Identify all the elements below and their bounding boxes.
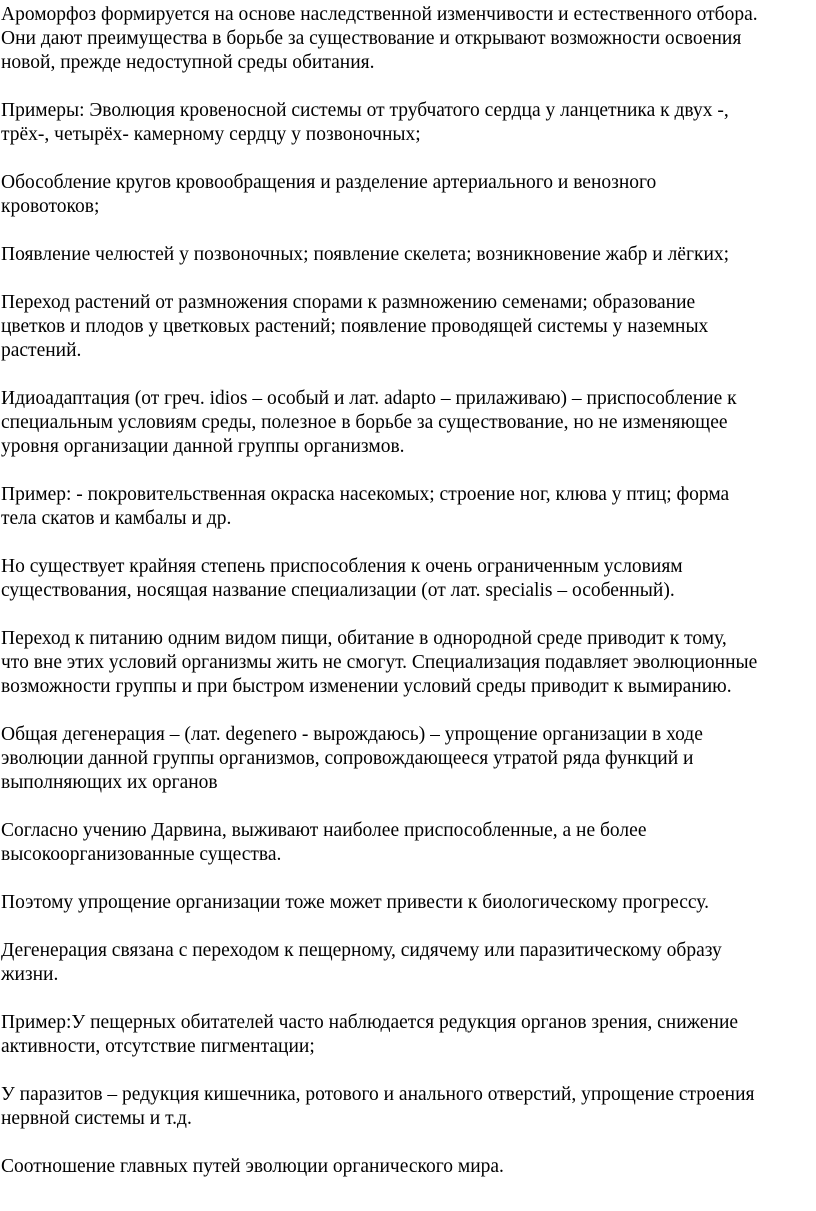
text-line: Пример:У пещерных обитателей часто наблюдается редукция органов зрения, снижение: [1, 1012, 739, 1033]
text-line: активности, отсутствие пигментации;: [1, 1036, 315, 1057]
document-body: [1, 3, 816, 1179]
text-line: нервной системы и т.д.: [1, 1108, 192, 1129]
text-line: Переход к питанию одним видом пищи, обитание в однородной среде приводит к тому,: [1, 628, 727, 649]
paragraph: [1, 627, 816, 699]
paragraph: [1, 555, 816, 603]
paragraph: [1, 819, 816, 867]
text-line: уровня организации данной группы организмов.: [1, 436, 405, 457]
text-line: что вне этих условий организмы жить не смогут. Специализация подавляет эволюционные: [1, 652, 758, 673]
paragraph: [1, 243, 816, 267]
paragraph: [1, 1011, 816, 1059]
paragraph: [1, 1083, 816, 1131]
text-line: Поэтому упрощение организации тоже может привести к биологическому прогрессу.: [1, 892, 709, 913]
paragraph: [1, 723, 816, 795]
text-line: новой, прежде недоступной среды обитания.: [1, 52, 375, 73]
text-line: Согласно учению Дарвина, выживают наиболее приспособленные, а не более: [1, 820, 647, 841]
text-line: Соотношение главных путей эволюции органического мира.: [1, 1156, 504, 1177]
text-line: кровотоков;: [1, 196, 100, 217]
paragraph: [1, 291, 816, 363]
paragraph: [1, 99, 816, 147]
text-line: жизни.: [1, 964, 59, 985]
text-line: Появление челюстей у позвоночных; появление скелета; возникновение жабр и лёгких;: [1, 244, 730, 265]
text-line: специальным условиям среды, полезное в борьбе за существование, но не изменяющее: [1, 412, 728, 433]
text-line: возможности группы и при быстром изменении условий среды приводит к вымиранию.: [1, 676, 732, 697]
paragraph: [1, 171, 816, 219]
paragraph: [1, 1155, 816, 1179]
text-line: Ароморфоз формируется на основе наследственной изменчивости и естественного отбора.: [1, 4, 758, 25]
text-line: Пример: - покровительственная окраска насекомых; строение ног, клюва у птиц; форма: [1, 484, 730, 505]
text-line: Примеры: Эволюция кровеносной системы от трубчатого сердца у ланцетника к двух -,: [1, 100, 729, 121]
text-line: выполняющих их органов: [1, 772, 218, 793]
text-line: Они дают преимущества в борьбе за существование и открывают возможности освоения: [1, 28, 742, 49]
text-line: цветков и плодов у цветковых растений; появление проводящей системы у наземных: [1, 316, 709, 337]
paragraph: [1, 891, 816, 915]
text-line: Обособление кругов кровообращения и разделение артериального и венозного: [1, 172, 657, 193]
text-line: трёх-, четырёх- камерному сердцу у позвоночных;: [1, 124, 421, 145]
paragraph: [1, 3, 816, 75]
text-line: существования, носящая название специализации (от лат. specialis – особенный).: [1, 580, 675, 601]
text-line: растений.: [1, 340, 82, 361]
paragraph: [1, 483, 816, 531]
text-line: высокоорганизованные существа.: [1, 844, 282, 865]
text-line: Идиоадаптация (от греч. idios – особый и лат. adapto – прилаживаю) – приспособление к: [1, 388, 737, 409]
text-line: Переход растений от размножения спорами к размножению семенами; образование: [1, 292, 696, 313]
text-line: У паразитов – редукция кишечника, ротового и анального отверстий, упрощение строения: [1, 1084, 755, 1105]
text-line: тела скатов и камбалы и др.: [1, 508, 232, 529]
text-line: Дегенерация связана с переходом к пещерному, сидячему или паразитическому образу: [1, 940, 722, 961]
text-line: эволюции данной группы организмов, сопровождающееся утратой ряда функций и: [1, 748, 694, 769]
text-line: Но существует крайняя степень приспособления к очень ограниченным условиям: [1, 556, 683, 577]
paragraph: [1, 387, 816, 459]
text-line: Общая дегенерация – (лат. degenero - вырождаюсь) – упрощение организации в ходе: [1, 724, 703, 745]
paragraph: [1, 939, 816, 987]
